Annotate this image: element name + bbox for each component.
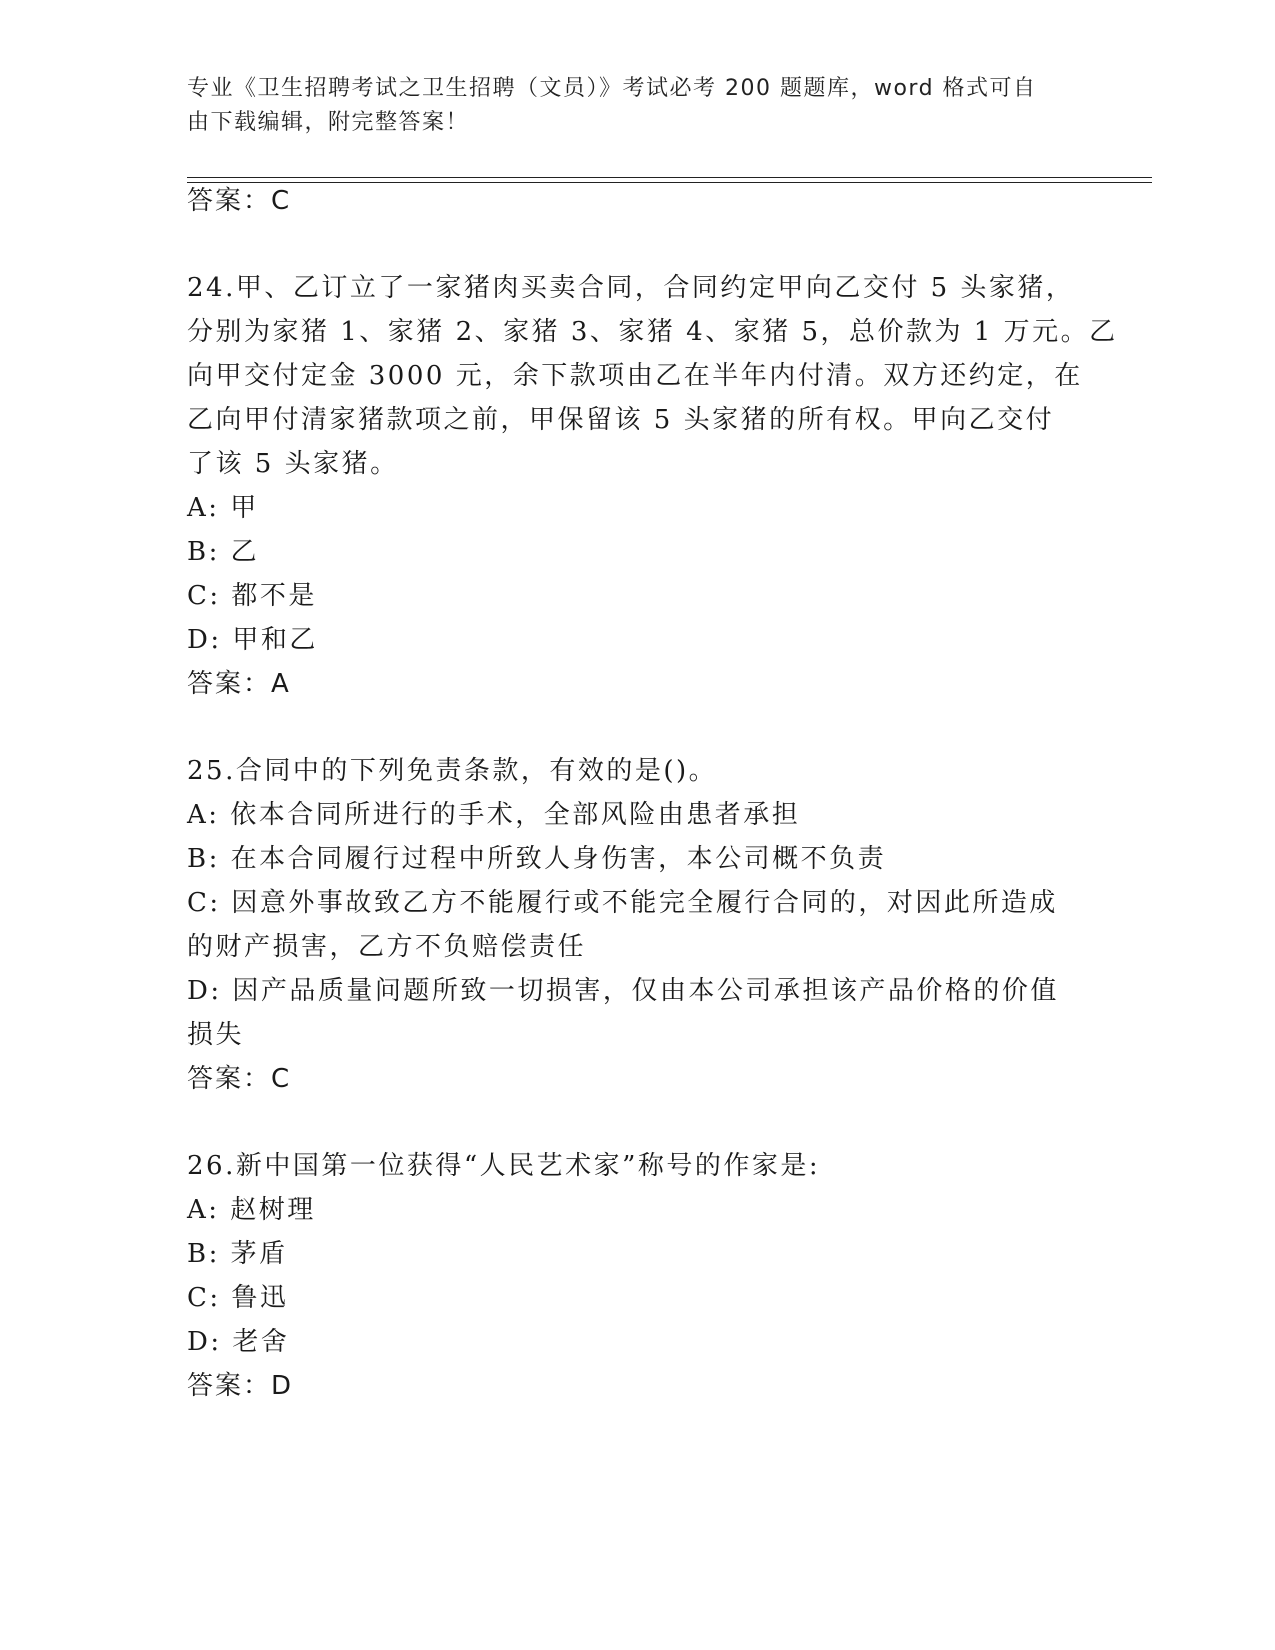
header-text-line-2: 由下载编辑，附完整答案！: [187, 110, 470, 135]
question-26-stem: 26.新中国第一位获得“人民艺术家”称号的作家是:: [187, 1151, 821, 1181]
header-text-line-1: 专业《卫生招聘考试之卫生招聘（文员）》考试必考 200 题题库，word 格式可自: [187, 76, 1037, 101]
question-26-option-b: B: 茅盾: [187, 1239, 288, 1269]
question-26-option-d: D: 老舍: [187, 1327, 290, 1357]
question-24-stem-line-5: 了该 5 头家猪。: [187, 449, 399, 479]
previous-answer: 答案：C: [187, 186, 292, 216]
question-24-answer: 答案：A: [187, 669, 291, 699]
question-25-option-a: A: 依本合同所进行的手术，全部风险由患者承担: [187, 800, 801, 830]
question-25-answer: 答案：C: [187, 1064, 292, 1094]
question-24-option-c: C: 都不是: [187, 581, 317, 611]
page-header: [187, 72, 1067, 140]
question-24-option-b: B: 乙: [187, 537, 260, 567]
header-divider-bottom: [187, 182, 1152, 183]
question-25-option-d-line-1: D: 因产品质量问题所致一切损害，仅由本公司承担该产品价格的价值: [187, 976, 1059, 1006]
question-26-answer: 答案：D: [187, 1371, 294, 1401]
question-25-option-c-line-1: C: 因意外事故致乙方不能履行或不能完全履行合同的，对因此所造成: [187, 888, 1058, 918]
question-25-option-c-line-2: 的财产损害，乙方不负赔偿责任: [187, 932, 587, 962]
question-25-option-d-line-2: 损失: [187, 1020, 245, 1050]
question-24-stem-line-4: 乙向甲付清家猪款项之前，甲保留该 5 头家猪的所有权。甲向乙交付: [187, 405, 1055, 435]
question-26-option-a: A: 赵树理: [187, 1195, 316, 1225]
question-26-option-c: C: 鲁迅: [187, 1283, 289, 1313]
question-24-stem-line-3: 向甲交付定金 3000 元，余下款项由乙在半年内付清。双方还约定，在: [187, 361, 1083, 391]
question-25-option-b: B: 在本合同履行过程中所致人身伤害，本公司概不负责: [187, 844, 887, 874]
question-25-stem: 25.合同中的下列免责条款，有效的是()。: [187, 756, 718, 786]
header-divider-top: [187, 177, 1152, 178]
question-24-stem-line-1: 24.甲、乙订立了一家猪肉买卖合同，合同约定甲向乙交付 5 头家猪，: [187, 273, 1075, 303]
question-24-option-d: D: 甲和乙: [187, 625, 318, 655]
question-24-option-a: A: 甲: [187, 493, 259, 523]
question-24-stem-line-2: 分别为家猪 1、家猪 2、家猪 3、家猪 4、家猪 5，总价款为 1 万元。乙: [187, 317, 1118, 347]
